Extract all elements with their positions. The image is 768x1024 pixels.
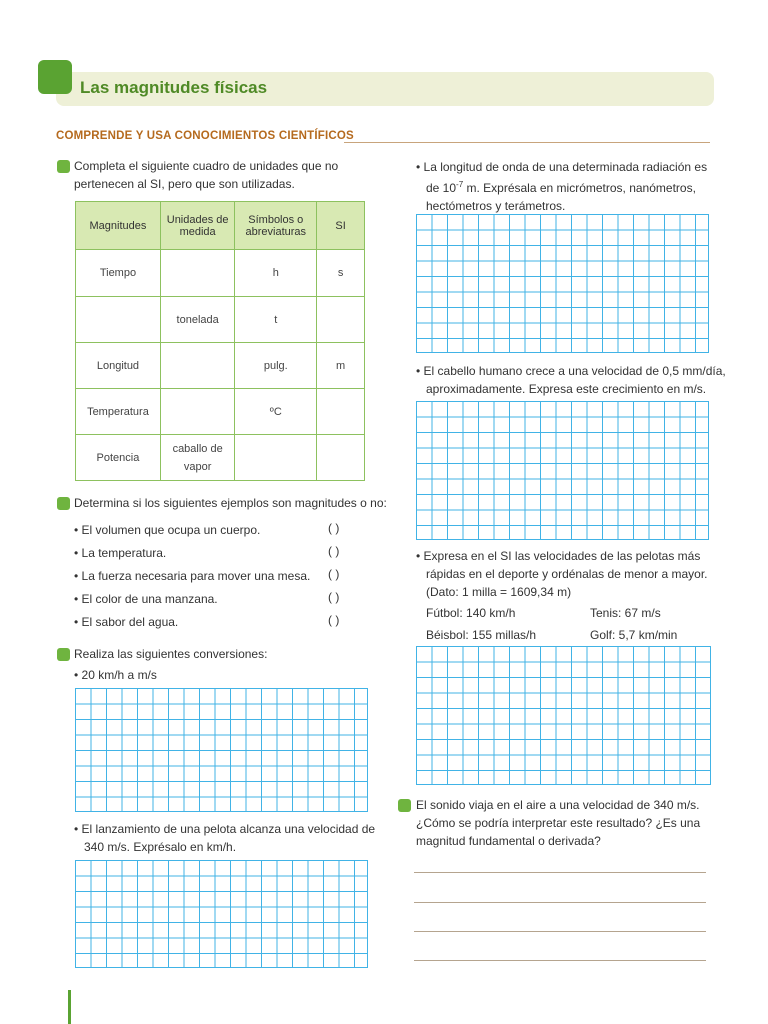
answer-line[interactable] <box>414 872 706 873</box>
answer-parentheses[interactable]: ( ) <box>328 613 340 627</box>
table-cell[interactable] <box>160 250 234 297</box>
answer-parentheses[interactable]: ( ) <box>328 590 340 604</box>
answer-line[interactable] <box>414 960 706 961</box>
answer-grid-e[interactable] <box>416 646 711 785</box>
exponent: -7 <box>456 180 464 189</box>
conversion-e-line-3: (Dato: 1 milla = 1609,34 m) <box>426 585 572 599</box>
conversion-b-line-1: • El lanzamiento de una pelota alcanza una velocidad de <box>74 822 376 836</box>
conversion-d-text <box>416 362 726 398</box>
table-cell: h <box>235 250 317 297</box>
question-4-line-3: magnitud fundamental o derivada? <box>416 834 601 848</box>
speed-beisbol: Béisbol: 155 millas/h <box>426 628 537 642</box>
speed-golf: Golf: 5,7 km/min <box>590 628 678 642</box>
table-cell[interactable] <box>160 389 234 435</box>
answer-line[interactable] <box>414 902 706 903</box>
list-item: • La fuerza necesaria para mover una mesa. <box>74 569 311 583</box>
table-cell[interactable] <box>235 435 317 481</box>
list-item: • El color de una manzana. <box>74 592 218 606</box>
table-cell: m <box>317 343 365 389</box>
table-cell: tonelada <box>160 297 234 343</box>
table-row <box>76 250 365 297</box>
speed-futbol: Fútbol: 140 km/h <box>426 606 516 620</box>
list-item: • El volumen que ocupa un cuerpo. <box>74 523 261 537</box>
conversion-e-line-1: • Expresa en el SI las velocidades de las pelotas más <box>416 549 701 563</box>
conversion-c-suffix: m. Exprésala en micrómetros, nanómetros, <box>463 181 696 195</box>
answer-grid-c[interactable] <box>416 214 709 353</box>
conversion-c-line-1: • La longitud de onda de una determinada radiación es <box>416 160 708 174</box>
units-table <box>75 201 365 481</box>
table-row <box>76 343 365 389</box>
conversion-d-line-2: aproximadamente. Expresa este crecimiento en m/s. <box>426 382 707 396</box>
conversion-b-text <box>74 820 375 856</box>
question-1-text <box>74 157 338 193</box>
question-2-marker <box>57 497 70 510</box>
table-cell: Longitud <box>76 343 161 389</box>
page-title: Las magnitudes físicas <box>80 78 268 97</box>
table-cell: pulg. <box>235 343 317 389</box>
table-cell[interactable] <box>317 297 365 343</box>
question-1-line-2: pertenecen al SI, pero que son utilizadas. <box>74 177 295 191</box>
header-magnitudes: Magnitudes <box>76 202 161 250</box>
conversion-c-line-2 <box>416 176 707 197</box>
question-1-line-1: Completa el siguiente cuadro de unidades que no <box>74 159 339 173</box>
conversion-c-text <box>416 158 707 215</box>
table-row <box>76 435 365 481</box>
speed-tenis: Tenis: 67 m/s <box>590 606 661 620</box>
table-cell: Tiempo <box>76 250 161 297</box>
answer-parentheses[interactable]: ( ) <box>328 544 340 558</box>
conversion-c-line-3: hectómetros y terámetros. <box>426 199 566 213</box>
question-4-line-1: El sonido viaja en el aire a una velocidad de 340 m/s. <box>416 798 700 812</box>
conversion-e-text <box>416 547 708 601</box>
conversion-c-prefix: de 10 <box>426 181 457 195</box>
list-item: • La temperatura. <box>74 546 167 560</box>
question-4-text <box>416 796 700 850</box>
conversion-b-line-2: 340 m/s. Exprésalo en km/h. <box>84 840 237 854</box>
question-4-marker <box>398 799 411 812</box>
section-heading: COMPRENDE Y USA CONOCIMIENTOS CIENTÍFICOS <box>56 130 354 142</box>
table-cell[interactable] <box>160 343 234 389</box>
table-cell: Temperatura <box>76 389 161 435</box>
conversion-a-text: • 20 km/h a m/s <box>74 668 157 682</box>
table-cell: caballo de vapor <box>160 435 234 481</box>
question-2-text: Determina si los siguientes ejemplos son magnitudes o no: <box>74 496 387 510</box>
answer-line[interactable] <box>414 931 706 932</box>
table-cell: ºC <box>235 389 317 435</box>
table-cell[interactable] <box>317 389 365 435</box>
question-1-marker <box>57 160 70 173</box>
answer-grid-d[interactable] <box>416 401 709 540</box>
answer-parentheses[interactable]: ( ) <box>328 567 340 581</box>
chapter-tab-marker <box>38 60 72 94</box>
conversion-d-line-1: • El cabello humano crece a una velocidad de 0,5 mm/día, <box>416 364 726 378</box>
answer-grid-b[interactable] <box>75 860 368 968</box>
table-cell[interactable] <box>76 297 161 343</box>
conversion-e-line-2: rápidas en el deporte y ordénalas de menor a mayor. <box>426 567 708 581</box>
table-row <box>76 297 365 343</box>
answer-parentheses[interactable]: ( ) <box>328 521 340 535</box>
units-table-header <box>76 202 365 250</box>
header-si: SI <box>317 202 365 250</box>
question-3-text: Realiza las siguientes conversiones: <box>74 647 268 661</box>
section-divider <box>344 142 710 143</box>
table-row <box>76 389 365 435</box>
header-unidades: Unidades de medida <box>160 202 234 250</box>
answer-grid-a[interactable] <box>75 688 368 812</box>
table-cell: s <box>317 250 365 297</box>
question-4-line-2: ¿Cómo se podría interpretar este resultado? ¿Es una <box>416 816 701 830</box>
question-3-marker <box>57 648 70 661</box>
table-cell: Potencia <box>76 435 161 481</box>
page-margin-rule <box>68 990 71 1024</box>
table-cell: t <box>235 297 317 343</box>
header-simbolos: Símbolos o abreviaturas <box>235 202 317 250</box>
list-item: • El sabor del agua. <box>74 615 179 629</box>
table-cell[interactable] <box>317 435 365 481</box>
